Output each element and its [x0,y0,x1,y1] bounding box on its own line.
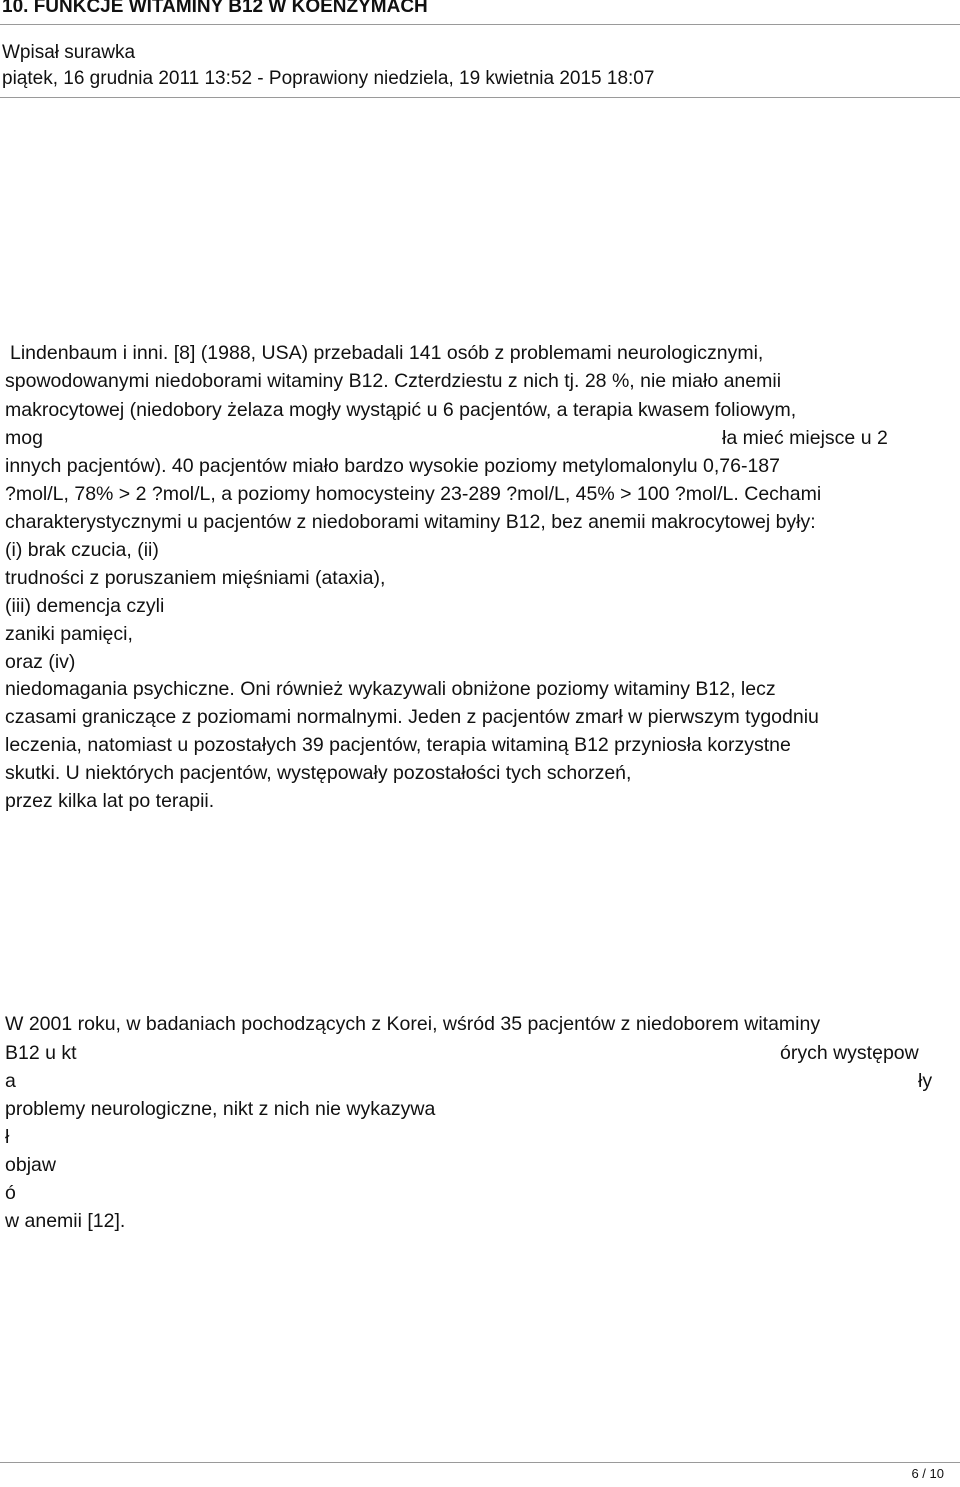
text-line: ?mol/L, 78% > 2 ?mol/L, a poziomy homocysteiny 23-289 ?mol/L, 45% > 100 ?mol/L. Cechami [5,483,822,505]
text-line: leczenia, natomiast u pozostałych 39 pacjentów, terapia witaminą B12 przyniosła korzystne [5,734,791,756]
page-title: 10. FUNKCJE WITAMINY B12 W KOENZYMACH [2,0,428,17]
text-line: ł [5,1126,10,1148]
text-line: (i) brak czucia, (ii) [5,539,159,561]
text-line: zaniki pamięci, [5,623,133,645]
text-line: objaw [5,1154,56,1176]
text-line: ły [918,1070,933,1092]
text-line: charakterystycznymi u pacjentów z niedoborami witaminy B12, bez anemii makrocytowej były: [5,511,816,533]
text-line: órych występow [780,1042,919,1064]
header-divider [0,97,960,98]
text-line: przez kilka lat po terapii. [5,790,215,812]
title-underline [0,24,960,25]
text-line: niedomagania psychiczne. Oni również wykazywali obniżone poziomy witaminy B12, lecz [5,678,776,700]
text-line: B12 u kt [5,1042,77,1064]
text-line: mog [5,427,43,449]
text-line: oraz (iv) [5,651,76,673]
text-line: czasami graniczące z poziomami normalnymi. Jeden z pacjentów zmarł w pierwszym tygodniu [5,706,819,728]
text-line: makrocytowej (niedobory żelaza mogły wystąpić u 6 pacjentów, a terapia kwasem foliowym, [5,399,797,421]
text-line: problemy neurologiczne, nikt z nich nie wykazywa [5,1098,436,1120]
text-line: ó [5,1182,16,1204]
page-number: 6 / 10 [911,1466,944,1481]
text-line: W 2001 roku, w badaniach pochodzących z Korei, wśród 35 pacjentów z niedoborem witaminy [5,1013,821,1035]
text-line: ła mieć miejsce u 2 [722,427,888,449]
date-line: piątek, 16 grudnia 2011 13:52 - Poprawiony niedziela, 19 kwietnia 2015 18:07 [2,68,655,89]
footer-divider [0,1462,960,1463]
text-line: a [5,1070,16,1092]
text-line: innych pacjentów). 40 pacjentów miało bardzo wysokie poziomy metylomalonylu 0,76-187 [5,455,780,477]
author-line: Wpisał surawka [2,42,136,63]
text-line: Lindenbaum i inni. [8] (1988, USA) przebadali 141 osób z problemami neurologicznymi, [10,342,764,364]
text-line: (iii) demencja czyli [5,595,165,617]
text-line: spowodowanymi niedoborami witaminy B12. Czterdziestu z nich tj. 28 %, nie miało anemii [5,370,782,392]
text-line: skutki. U niektórych pacjentów, występowały pozostałości tych schorzeń, [5,762,632,784]
text-line: w anemii [12]. [5,1210,126,1232]
text-line: trudności z poruszaniem mięśniami (ataxia), [5,567,386,589]
